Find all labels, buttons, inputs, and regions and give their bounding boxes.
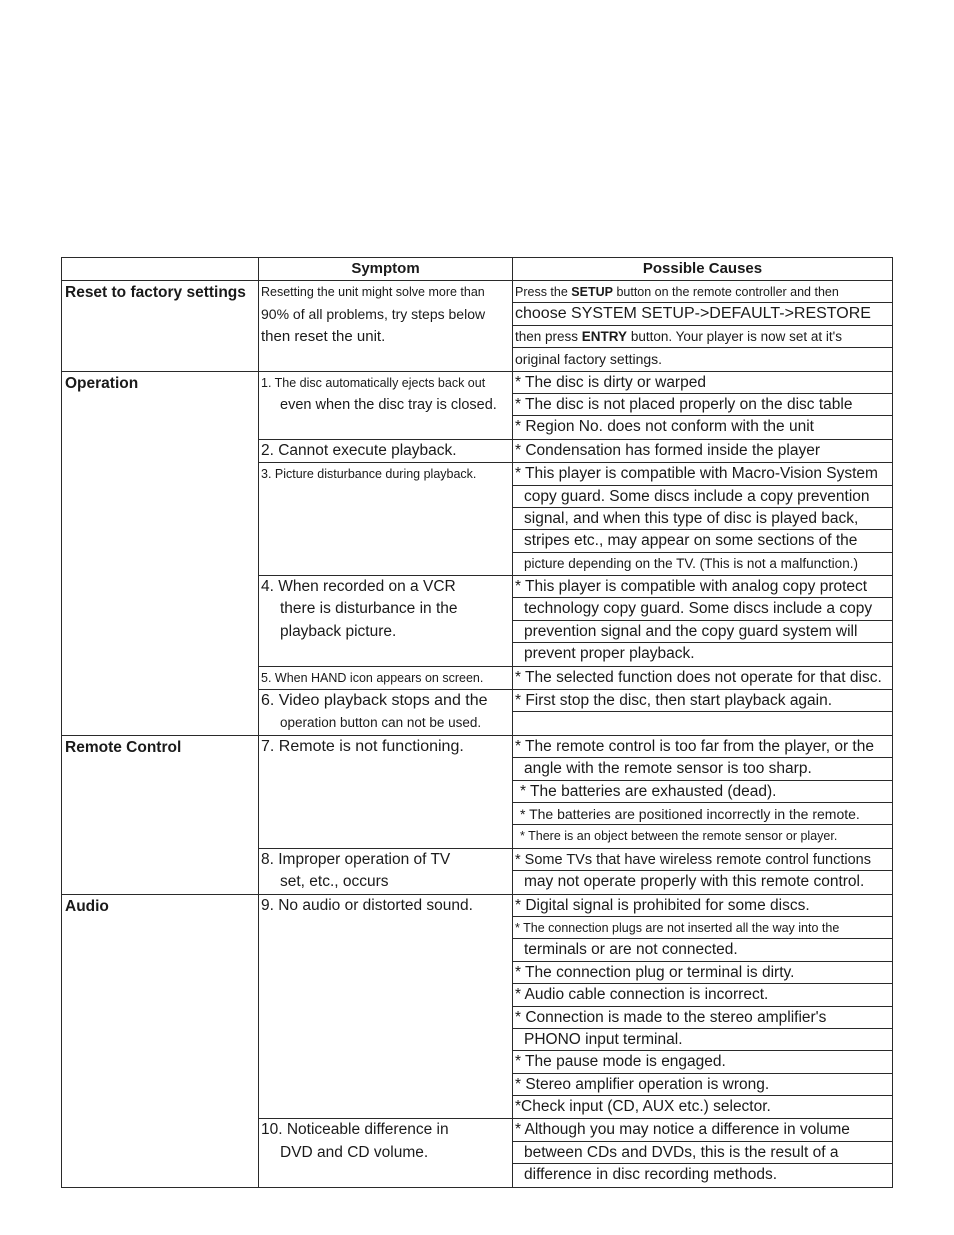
causes-cell	[513, 848, 893, 894]
cause-line: prevention signal and the copy guard system will	[513, 621, 892, 643]
cause-text: then press	[515, 328, 582, 344]
cause-line: * Connection is made to the stereo amplifier's	[513, 1007, 892, 1029]
cause-line: * The disc is dirty or warped	[513, 372, 892, 394]
symptom-line: playback picture.	[280, 622, 397, 640]
symptom-line: 8. Improper operation of TV	[261, 850, 451, 868]
causes-cell	[513, 439, 893, 462]
symptom-line	[261, 416, 512, 438]
symptom-cell	[259, 371, 513, 439]
cause-line: * Although you may notice a difference in volume	[513, 1119, 892, 1141]
symptom-cell	[259, 281, 513, 372]
cause-line: choose SYSTEM SETUP->DEFAULT->RESTORE	[513, 303, 892, 325]
table-row	[62, 894, 893, 1119]
symptom-line: 5. When HAND icon appears on screen.	[261, 670, 484, 685]
cause-line: * The pause mode is engaged.	[513, 1051, 892, 1073]
symptom-cell	[259, 576, 513, 667]
symptom-cell	[259, 690, 513, 736]
troubleshooting-table	[61, 257, 893, 1188]
causes-cell	[513, 281, 893, 372]
cause-line: * Stereo amplifier operation is wrong.	[513, 1074, 892, 1096]
cause-line: technology copy guard. Some discs include a copy	[513, 598, 892, 620]
table-row	[62, 281, 893, 372]
symptom-line: Resetting the unit might solve more than	[261, 285, 485, 299]
causes-cell	[513, 1119, 893, 1187]
causes-cell	[513, 690, 893, 736]
entry-keyword: ENTRY	[581, 328, 628, 344]
cause-line: * Audio cable connection is incorrect.	[513, 984, 892, 1006]
cause-line: * The selected function does not operate for that disc.	[515, 668, 882, 686]
symptom-line: 90% of all problems, try steps below	[261, 306, 486, 323]
symptom-line: then reset the unit.	[261, 327, 386, 345]
cause-line: * The batteries are positioned incorrectly in the remote.	[513, 803, 892, 825]
cause-line: angle with the remote sensor is too sharp.	[513, 758, 892, 780]
symptom-cell	[259, 439, 513, 462]
symptom-cell	[259, 848, 513, 894]
cause-line: picture depending on the TV. (This is not a malfunction.)	[524, 555, 858, 571]
symptom-line: 10. Noticeable difference in	[261, 1121, 449, 1139]
causes-cell	[513, 735, 893, 848]
cause-line: * The connection plug or terminal is dirty.	[513, 962, 892, 984]
symptom-line: 3. Picture disturbance during playback.	[261, 467, 477, 482]
causes-cell	[513, 576, 893, 667]
symptom-line: 6. Video playback stops and the	[261, 692, 488, 710]
cause-line: * The disc is not placed properly on the disc table	[513, 394, 892, 416]
symptom-line: 9. No audio or distorted sound.	[261, 896, 473, 914]
cause-line: difference in disc recording methods.	[524, 1166, 778, 1184]
cause-line: stripes etc., may appear on some sections of the	[513, 530, 892, 552]
cause-line: * The connection plugs are not inserted all the way into the	[513, 917, 892, 939]
cause-line	[513, 712, 892, 734]
cause-line: * There is an object between the remote sensor or player.	[520, 829, 838, 844]
cause-line: * The batteries are exhausted (dead).	[513, 781, 892, 803]
cause-line: * Some TVs that have wireless remote control functions	[513, 849, 892, 871]
symptom-cell	[259, 1119, 513, 1187]
symptom-line: even when the disc tray is closed.	[280, 396, 497, 413]
causes-cell	[513, 666, 893, 689]
cause-line: PHONO input terminal.	[513, 1029, 892, 1051]
setup-keyword: SETUP	[571, 285, 613, 299]
cause-line: * First stop the disc, then start playback again.	[513, 690, 892, 712]
symptom-line: 7. Remote is not functioning.	[261, 737, 464, 755]
header-row	[62, 258, 893, 281]
cause-line: terminals or are not connected.	[513, 939, 892, 961]
cause-text: Press the	[515, 285, 572, 299]
symptom-line: operation button can not be used.	[280, 715, 482, 731]
cause-line: may not operate properly with this remote control.	[524, 873, 865, 891]
cause-line: prevent proper playback.	[524, 645, 695, 663]
table-row	[62, 735, 893, 848]
symptom-cell	[259, 894, 513, 1119]
symptom-line: 1. The disc automatically ejects back out	[261, 375, 486, 390]
symptom-line: set, etc., occurs	[280, 873, 389, 891]
cause-line: * The remote control is too far from the player, or the	[513, 736, 892, 758]
cause-line: original factory settings.	[515, 351, 663, 368]
causes-cell	[513, 894, 893, 1119]
cause-line: *Check input (CD, AUX etc.) selector.	[515, 1098, 771, 1116]
symptom-cell	[259, 463, 513, 576]
symptom-line: 4. When recorded on a VCR	[261, 578, 456, 596]
causes-cell	[513, 371, 893, 439]
symptom-line	[261, 348, 512, 370]
symptom-cell	[259, 666, 513, 689]
cause-line: between CDs and DVDs, this is the result of a	[513, 1142, 892, 1164]
cause-line: * Region No. does not conform with the unit	[515, 418, 814, 436]
causes-cell	[513, 463, 893, 576]
category-remote: Remote Control	[62, 735, 259, 894]
symptom-line: 2. Cannot execute playback.	[261, 441, 457, 459]
symptom-line: there is disturbance in the	[280, 600, 458, 618]
table-row	[62, 371, 893, 439]
symptom-line: DVD and CD volume.	[280, 1143, 429, 1161]
category-audio: Audio	[62, 894, 259, 1187]
cause-line: * Condensation has formed inside the player	[515, 441, 821, 459]
cause-line: * Digital signal is prohibited for some discs.	[513, 895, 892, 917]
symptom-cell	[259, 735, 513, 848]
cause-text: button on the remote controller and then	[612, 285, 839, 299]
cause-line: * This player is compatible with Macro-Vision System	[513, 463, 892, 485]
cause-line	[513, 326, 892, 348]
cause-text: button. Your player is now set at it's	[627, 328, 843, 344]
causes-header: Possible Causes	[513, 258, 893, 281]
cause-line	[513, 281, 892, 303]
cause-line: signal, and when this type of disc is played back,	[513, 508, 892, 530]
cause-line: copy guard. Some discs include a copy prevention	[513, 486, 892, 508]
symptom-header: Symptom	[259, 258, 513, 281]
cause-line: * This player is compatible with analog copy protect	[513, 576, 892, 598]
category-reset: Reset to factory settings	[62, 281, 259, 372]
blank-header	[62, 258, 259, 281]
category-operation: Operation	[62, 371, 259, 735]
